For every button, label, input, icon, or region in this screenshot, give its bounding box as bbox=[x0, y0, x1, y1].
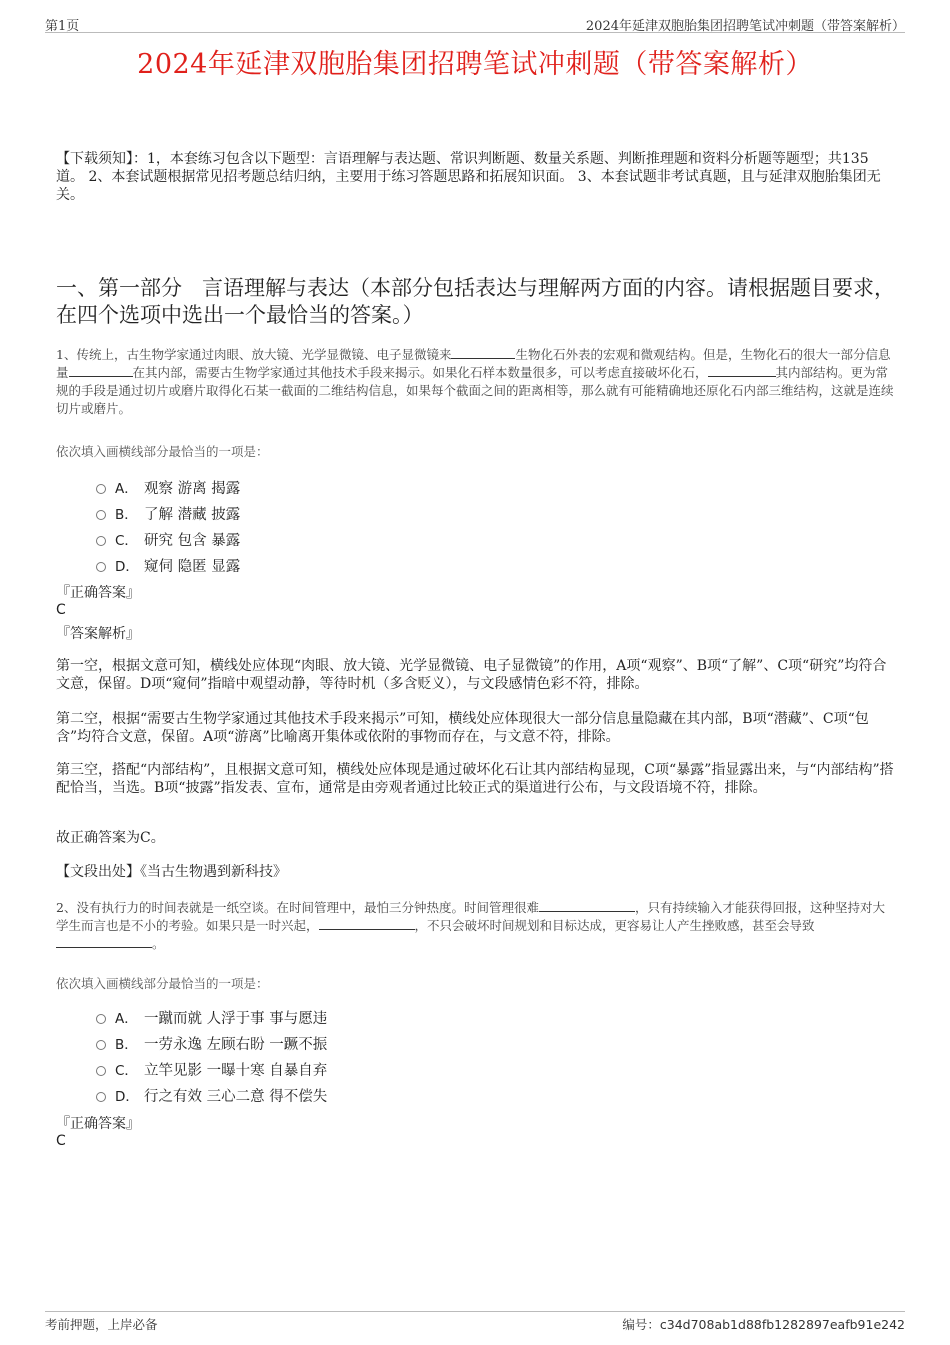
download-notice: 【下载须知】：1，本套练习包含以下题型：言语理解与表达题、常识判断题、数量关系题、判断推理题和资料分析题等题型；共135道。 2、本套试题根据常见招考题总结归纳，主要用于练习答题思路和拓展知识面。 3、本套试题非考试真题，且与延津双胞胎集团无关。 bbox=[56, 151, 881, 203]
page-header bbox=[45, 14, 905, 33]
q1-text-2: 生物化石外表的宏观和微观结构。但是，生物化石的很大一部分信息量 bbox=[56, 347, 891, 380]
q1-answer-label: 『正确答案』 bbox=[56, 585, 140, 601]
q1-text-1: 1、传统上，古生物学家通过肉眼、放大镜、光学显微镜、电子显微镜来 bbox=[56, 347, 452, 362]
radio-icon[interactable] bbox=[96, 1014, 106, 1024]
question-2-prompt: 依次填入画横线部分最恰当的一项是： bbox=[56, 976, 269, 991]
q2-blank-3 bbox=[56, 935, 152, 948]
radio-icon[interactable] bbox=[96, 510, 106, 520]
question-2-stem bbox=[56, 899, 896, 953]
q2-answer-label: 『正确答案』 bbox=[56, 1116, 140, 1132]
q2-answer: C bbox=[56, 1133, 66, 1149]
radio-icon[interactable] bbox=[96, 536, 106, 546]
q2-text-1: 2、没有执行力的时间表就是一纸空谈。在时间管理中，最怕三分钟热度。时间管理很难 bbox=[56, 900, 539, 915]
q1-analysis-paragraph: 第一空，根据文意可知，横线处应体现“肉眼、放大镜、光学显微镜、电子显微镜”的作用，A项“观察”、B项“了解”、C项“研究”均符合文意，保留。D项“窥伺”指暗中观望动静，等待时机（多含贬义），与文段感情色彩不符，排除。 bbox=[56, 658, 887, 692]
section-heading-desc: 言语理解与表达（本部分包括表达与理解两方面的内容。请根据题目要求，在四个选项中选出一个最恰当的答案。） bbox=[56, 276, 895, 327]
radio-icon[interactable] bbox=[96, 1040, 106, 1050]
page-number: 第1页 bbox=[45, 19, 80, 34]
q1-answer: C bbox=[56, 602, 66, 618]
footer-code-value: c34d708ab1d88fb1282897eafb91e242 bbox=[659, 1317, 905, 1332]
footer-slogan: 考前押题，上岸必备 bbox=[45, 1317, 158, 1332]
document-title: 2024年延津双胞胎集团招聘笔试冲刺题（带答案解析） bbox=[137, 49, 813, 80]
page-footer bbox=[45, 1311, 905, 1332]
header-doc-title: 2024年延津双胞胎集团招聘笔试冲刺题（带答案解析） bbox=[585, 19, 905, 34]
q1-text-3: 在其内部，需要古生物学家通过其他技术手段来揭示。如果化石样本数量很多，可以考虑直接破坏化石， bbox=[132, 365, 708, 380]
q2-text-3: ，不只会破坏时间规划和目标达成，更容易让人产生挫败感，甚至会导致 bbox=[414, 918, 815, 933]
q1-conclusion: 故正确答案为C。 bbox=[56, 830, 165, 846]
document-page: 第1页 2024年延津双胞胎集团招聘笔试冲刺题（带答案解析） 2024年延津双胞胎集团招聘笔试冲刺题（带答案解析） 【下载须知】：1，本套练习包含以下题型：言语理解与表达题、常识判断题、数量关系题、判断推理题和资料分析题等题型；共135道。 2、本套试题根据常见招考题总结归纳，主要用于练习答题思路和拓展知识面。 3、本套试题非考试真题，且与延津双胞胎集团无关。 一、第一部分 言语理解与表达（本部分包括表达与理解两方面的内容。请根据题目要求，在四个选项中选出一个最恰当的答案。） 1、传统上，古生物学家通过肉眼、放大镜、光学显微镜、电子显微镜来 生物化石外表的宏观和微观结构。但是，生物化石的很大一部分信息量 在其内部，需要古生物学家通过其他技术手段来揭示。如果化石样本数量很多，可以考虑直接破坏化石， 其内部结构。更为常规的手段是通过切片或磨片取得化石某一截面的二维结构信息，如果每个截面之间的距离相等，那么就有可能精确地还原化石内部三维结构，这就是连续切片或磨片。 依次填入画横线部分最恰当的一项是： A． 观察 游离 揭露 B． 了解 潜藏 披露 C． 研究 包含 暴露 D． 窥伺 隐匿 显露 『正确答案』 C 『答案解析』 第一空，根据文意可知，横线处应体现“肉眼、放大镜、光学显微镜、电子显微镜”的作用，A项“观察”、B项“了解”、C项“研究”均符合文意，保留。D项“窥伺”指暗中观望动静，等待时机（多含贬义），与文段感情色彩不符，排除。 第二空，根据“需要古生物学家通过其他技术手段来揭示”可知，横线处应体现很大一部分信息量隐藏在其内部，B项“潜藏”、C项“包含”均符合文意，保留。A项“游离”比喻离开集体或依附的事物而存在，与文意不符，排除。 第三空，搭配“内部结构”，且根据文意可知，横线处应体现是通过破坏化石让其内部结构显现，C项“暴露”指显露出来，与“内部结构”搭配恰当，当选。B项“披露”指发表、宣布，通常是由旁观者通过比较正式的渠道进行公布，与文段语境不符，排除。 故正确答案为C。 【文段出处】《当古生物遇到新科技》 2、没有执行力的时间表就是一纸空谈。在时间管理中，最怕三分钟热度。时间管理很难 ，只有持续输入才能获得回报，这种坚持对大学生而言也是不小的考验。如果只是一时兴起， ，不只会破坏时间规划和目标达成，更容易让人产生挫败感，甚至会导致。 依次填入画横线部分最恰当的一项是： A． 一蹴而就 人浮于事 事与愿违 B． 一劳永逸 左顾右盼 一蹶不振 C． 立竿见影 一曝十寒 自暴自弃 D． 行之有效 三心二意 得不偿失 『正确答案』 C 考前押题，上岸必备 编号：c34d708ab1d88fb1282897eafb91e242 bbox=[0, 0, 950, 1345]
q1-analysis-paragraph: 第三空，搭配“内部结构”，且根据文意可知，横线处应体现是通过破坏化石让其内部结构显现，C项“暴露”指显露出来，与“内部结构”搭配恰当，当选。B项“披露”指发表、宣布，通常是由旁观者通过比较正式的渠道进行公布，与文段语境不符，排除。 bbox=[56, 762, 894, 796]
q1-blank-1 bbox=[451, 346, 515, 359]
q2-text-4: 。 bbox=[152, 936, 165, 951]
radio-icon[interactable] bbox=[96, 1066, 106, 1076]
q2-blank-1 bbox=[539, 899, 635, 912]
section-heading-part: 一、第一部分 bbox=[56, 276, 182, 300]
q1-blank-3 bbox=[708, 364, 776, 377]
footer-code bbox=[622, 1315, 905, 1333]
radio-icon[interactable] bbox=[96, 1092, 106, 1102]
radio-icon[interactable] bbox=[96, 562, 106, 572]
radio-icon[interactable] bbox=[96, 484, 106, 494]
q1-text-4: 其内部结构。更为常规的手段是通过切片或磨片取得化石某一截面的二维结构信息，如果每个截面之间的距离相等，那么就有可能精确地还原化石内部三维结构，这就是连续切片或磨片。 bbox=[56, 365, 894, 416]
footer-code-label: 编号： bbox=[622, 1317, 660, 1332]
q1-analysis-label: 『答案解析』 bbox=[56, 626, 140, 642]
section-heading bbox=[56, 275, 896, 329]
question-1-prompt: 依次填入画横线部分最恰当的一项是： bbox=[56, 444, 269, 459]
q1-blank-2 bbox=[69, 364, 133, 377]
q1-analysis-paragraph: 第二空，根据“需要古生物学家通过其他技术手段来揭示”可知，横线处应体现很大一部分信息量隐藏在其内部，B项“潜藏”、C项“包含”均符合文意，保留。A项“游离”比喻离开集体或依附的事物而存在，与文意不符，排除。 bbox=[56, 711, 869, 745]
question-1-stem bbox=[56, 346, 896, 418]
q2-blank-2 bbox=[319, 917, 415, 930]
q2-text-2: ，只有持续输入才能获得回报，这种坚持对大学生而言也是不小的考验。如果只是一时兴起， bbox=[56, 900, 885, 933]
q1-source: 【文段出处】《当古生物遇到新科技》 bbox=[56, 864, 287, 880]
